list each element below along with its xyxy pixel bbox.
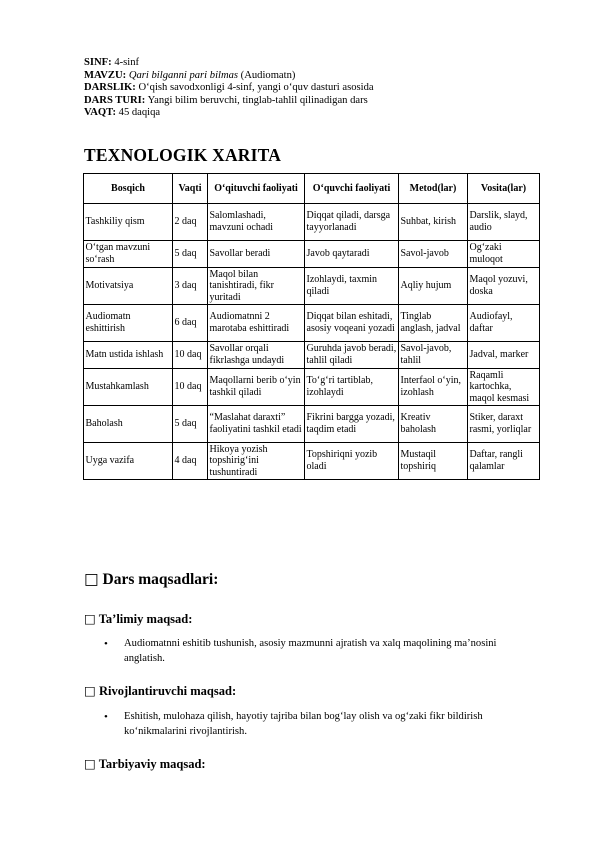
table-cell: Og‘zaki muloqot <box>468 241 540 268</box>
meta-time: VAQT: 45 daqiqa <box>84 107 161 119</box>
table-cell: Audiomatnni 2 marotaba eshittiradi <box>208 305 305 342</box>
table-cell: Kreativ baholash <box>399 406 468 443</box>
table-row <box>84 204 540 241</box>
table-cell: “Maslahat daraxti” faoliyatini tashkil etadi <box>208 406 305 443</box>
missing-glyph-icon: □ <box>84 756 96 771</box>
table-cell: Savollar beradi <box>208 241 305 268</box>
table-cell: Maqol yozuvi, doska <box>468 268 540 305</box>
table-cell: Aqliy hujum <box>399 268 468 305</box>
table-cell: 2 daq <box>173 204 208 241</box>
table-cell: Raqamli kartochka, maqol kesmasi <box>468 369 540 406</box>
table-cell: Guruhda javob beradi, tahlil qiladi <box>305 342 399 369</box>
table-row <box>84 268 540 305</box>
table-cell: Diqqat qiladi, darsga tayyorlanadi <box>305 204 399 241</box>
table-cell: Savol-javob <box>399 241 468 268</box>
table-cell: Audiofayl, daftar <box>468 305 540 342</box>
table-cell: Audiomatn eshittirish <box>84 305 173 342</box>
goals-heading: □ Dars maqsadlari: <box>84 570 219 588</box>
table-row <box>84 241 540 268</box>
table-cell: Savollar orqali fikrlashga undaydi <box>208 342 305 369</box>
table-cell: Hikoya yozish topshirig‘ini tushuntiradi <box>208 443 305 480</box>
meta-grade: SINF: 4-sinf <box>84 57 140 68</box>
table-row <box>84 305 540 342</box>
developmental-goal-heading: □ Rivojlantiruvchi maqsad: <box>84 683 237 698</box>
table-row <box>84 369 540 406</box>
table-cell: Daftar, rangli qalamlar <box>468 443 540 480</box>
table-cell: Matn ustida ishlash <box>84 342 173 369</box>
column-header: O‘qituvchi faoliyati <box>208 174 305 204</box>
educational-goal-text: Audiomatnni eshitib tushunish, asosiy mazmunni ajratish va xalq maqolining ma’nosini anglatish. <box>124 638 497 664</box>
table-cell: Mustahkamlash <box>84 369 173 406</box>
table-cell: Salomlashadi, mavzuni ochadi <box>208 204 305 241</box>
page-title: TEXNOLOGIK XARITA <box>84 145 282 165</box>
table-header-row <box>84 174 540 204</box>
meta-topic: MAVZU: Qari bilganni pari bilmas (Audiomatn) <box>84 69 296 81</box>
upbringing-goal-heading: □ Tarbiyaviy maqsad: <box>84 756 206 771</box>
table-cell: Motivatsiya <box>84 268 173 305</box>
table-cell: 5 daq <box>173 241 208 268</box>
bullet-icon: • <box>104 711 108 723</box>
table-cell: Maqol bilan tanishtiradi, fikr yuritadi <box>208 268 305 305</box>
table-cell: 6 daq <box>173 305 208 342</box>
table-cell: Fikrini bargga yozadi, taqdim etadi <box>305 406 399 443</box>
table-cell: Topshiriqni yozib oladi <box>305 443 399 480</box>
technology-map-table <box>83 173 540 480</box>
lesson-meta <box>84 57 374 120</box>
table-cell: Stiker, daraxt rasmi, yorliqlar <box>468 406 540 443</box>
table-cell: Baholash <box>84 406 173 443</box>
missing-glyph-icon: □ <box>84 683 96 698</box>
table-cell: Tashkiliy qism <box>84 204 173 241</box>
table-cell: To‘g‘ri tartiblab, izohlaydi <box>305 369 399 406</box>
missing-glyph-icon: □ <box>84 611 96 626</box>
meta-lesson-type: DARS TURI: Yangi bilim beruvchi, tinglab-tahlil qilinadigan dars <box>84 94 368 106</box>
table-cell: Mustaqil topshiriq <box>399 443 468 480</box>
bullet-icon: • <box>104 638 108 650</box>
table-row <box>84 406 540 443</box>
table-cell: Darslik, slayd, audio <box>468 204 540 241</box>
table-row <box>84 443 540 480</box>
table-cell: Suhbat, kirish <box>399 204 468 241</box>
table-cell: Uyga vazifa <box>84 443 173 480</box>
table-cell: 10 daq <box>173 369 208 406</box>
table-cell: Maqollarni berib o‘yin tashkil qiladi <box>208 369 305 406</box>
table-cell: 5 daq <box>173 406 208 443</box>
table-cell: Izohlaydi, taxmin qiladi <box>305 268 399 305</box>
meta-textbook: DARSLIK: O‘qish savodxonligi 4-sinf, yangi o‘quv dasturi asosida <box>84 82 374 94</box>
column-header: Metod(lar) <box>399 174 468 204</box>
missing-glyph-icon: □ <box>84 570 99 588</box>
column-header: Vaqti <box>173 174 208 204</box>
table-cell: Diqqat bilan eshitadi, asosiy voqeani yozadi <box>305 305 399 342</box>
educational-goal-heading: □ Ta’limiy maqsad: <box>84 611 193 626</box>
table-cell: Jadval, marker <box>468 342 540 369</box>
table-cell: Tinglab anglash, jadval <box>399 305 468 342</box>
column-header: Bosqich <box>84 174 173 204</box>
table-cell: 3 daq <box>173 268 208 305</box>
table-cell: 4 daq <box>173 443 208 480</box>
table-cell: Interfaol o‘yin, izohlash <box>399 369 468 406</box>
table-cell: 10 daq <box>173 342 208 369</box>
table-cell: O‘tgan mavzuni so‘rash <box>84 241 173 268</box>
table-cell: Savol-javob, tahlil <box>399 342 468 369</box>
table-row <box>84 342 540 369</box>
table-cell: Javob qaytaradi <box>305 241 399 268</box>
column-header: O‘quvchi faoliyati <box>305 174 399 204</box>
developmental-goal-text: Eshitish, mulohaza qilish, hayotiy tajriba bilan bog‘lay olish va og‘zaki fikr bildirish ko‘nikmalarini rivojlantirish. <box>124 711 483 737</box>
column-header: Vosita(lar) <box>468 174 540 204</box>
